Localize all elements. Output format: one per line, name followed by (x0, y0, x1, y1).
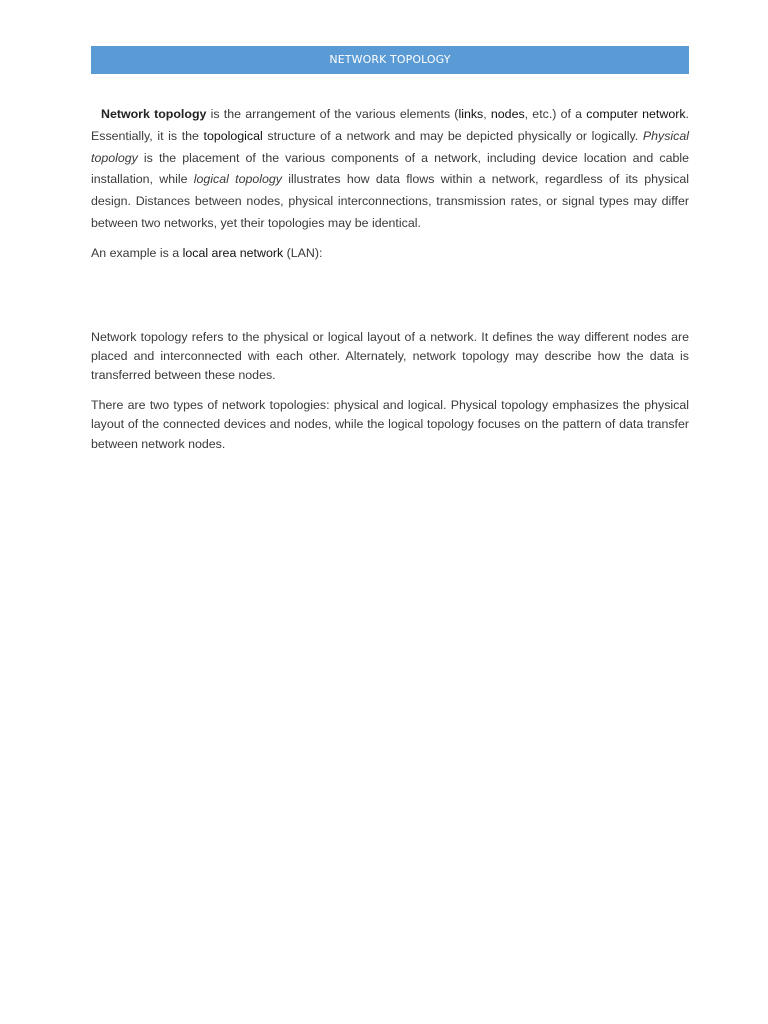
page-title-text: NETWORK TOPOLOGY (329, 53, 451, 66)
example-paragraph (91, 243, 689, 265)
types-paragraph: There are two types of network topologies: physical and logical. Physical topology emphasizes the physical layout of the connected devices and nodes, while the logical topology focuses on the pattern of data transfer between network nodes. (91, 397, 689, 451)
term-logical-topology: logical topology (193, 172, 282, 187)
intro-text-7: illustrates how data flows within a network, regardless of its physical design. Distances between nodes, physical interconnections, transmission rates, or signal types may differ between two networks, yet their topologies may be identical. (91, 172, 689, 230)
link-topological[interactable]: topological (203, 128, 263, 143)
link-local-area-network[interactable]: local area network (182, 245, 284, 260)
document-page (91, 46, 689, 454)
intro-text-3: , etc.) of a (524, 107, 587, 121)
link-computer-network[interactable]: computer network (586, 107, 686, 121)
intro-text-4: . Essentially, it is the (91, 107, 689, 143)
page-title (91, 46, 689, 74)
intro-paragraph (91, 104, 689, 235)
intro-text-2: , (483, 107, 491, 121)
intro-text-6: is the placement of the various components of a network, including device location and cable installation, while (91, 150, 689, 187)
example-text-2: (LAN): (283, 245, 323, 260)
term-physical-topology: Physical topology (91, 128, 689, 165)
intro-text-1: is the arrangement of the various elements ( (206, 107, 459, 121)
term-network-topology: Network topology (101, 107, 207, 121)
link-nodes[interactable]: nodes (490, 107, 525, 121)
link-links[interactable]: links (458, 107, 484, 121)
intro-text-5: structure of a network and may be depicted physically or logically. (262, 128, 643, 143)
example-text-1: An example is a (91, 245, 183, 260)
definition-paragraph: Network topology refers to the physical or logical layout of a network. It defines the way different nodes are placed and interconnected with each other. Alternately, network topology may describe how the data is transferred between these nodes. (91, 329, 689, 383)
